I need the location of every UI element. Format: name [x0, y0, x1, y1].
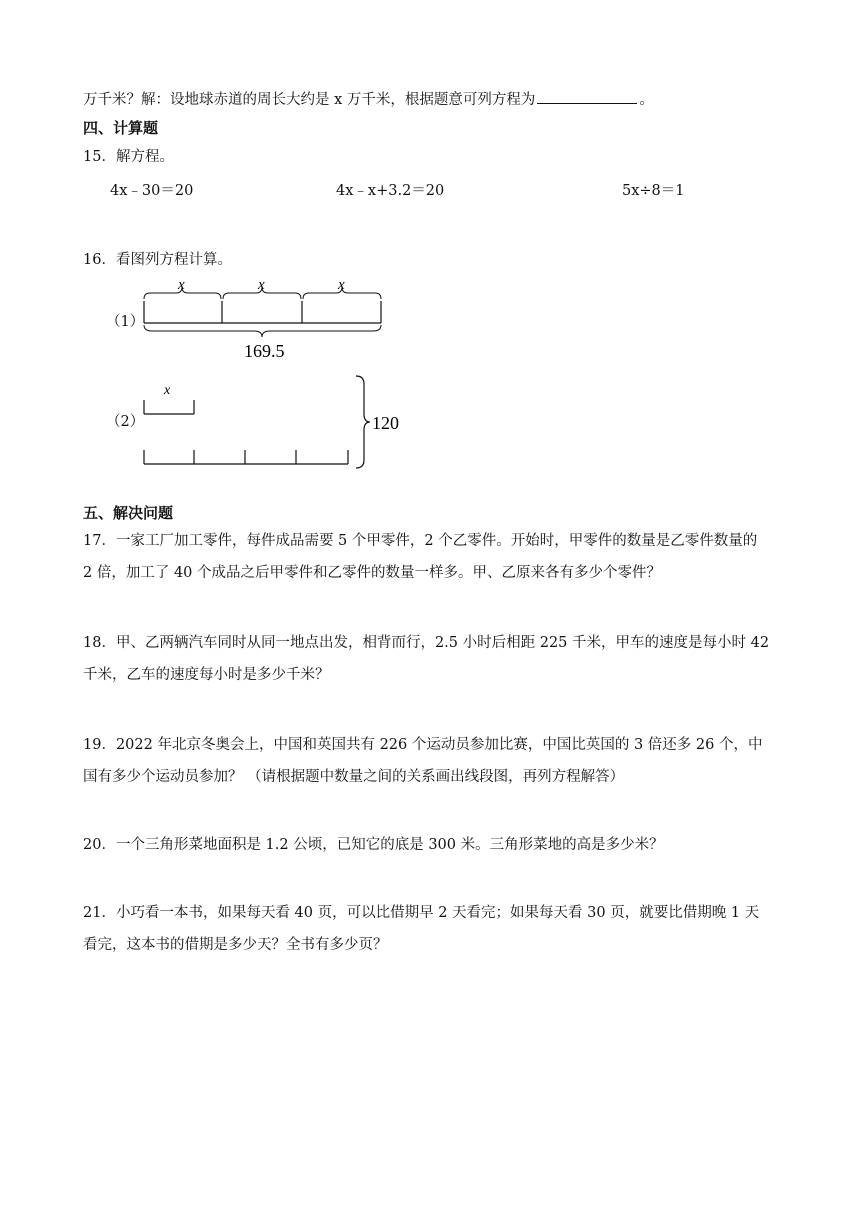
q15-equation-2: 4x﹣x+3.2＝20 [336, 183, 445, 199]
q16-text: 16．看图列方程计算。 [83, 252, 232, 268]
intro-line [83, 89, 654, 110]
answer-blank[interactable] [537, 89, 637, 104]
section-5-heading: 五、解决问题 [83, 504, 174, 522]
q18-line-2: 千米，乙车的速度每小时是多少千米？ [83, 667, 330, 683]
q21-line-2: 看完，这本书的借期是多少天？全书有多少页？ [83, 937, 388, 953]
intro-end: 。 [639, 92, 654, 108]
section-4-heading: 四、计算题 [83, 119, 159, 137]
fig1-x-label-2: x [258, 277, 265, 293]
intro-text: 万千米？解：设地球赤道的周长大约是 x 万千米，根据题意可列方程为 [83, 92, 536, 108]
q21-line-1: 21．小巧看一本书，如果每天看 40 页，可以比借期早 2 天看完；如果每天看 30 页，就要比借期晚 1 天 [83, 905, 760, 921]
fig1-total-label: 169.5 [244, 341, 285, 361]
q19-line-1: 19．2022 年北京冬奥会上，中国和英国共有 226 个运动员参加比赛，中国比英国的 3 倍还多 26 个，中 [83, 737, 763, 753]
q15-text: 15．解方程。 [83, 149, 174, 165]
fig2-right-brace [356, 376, 370, 468]
q18-line-1: 18．甲、乙两辆汽车同时从同一地点出发，相背而行，2.5 小时后相距 225 千米，甲车的速度是每小时 42 [83, 635, 770, 651]
q17-line-1: 17．一家工厂加工零件，每件成品需要 5 个甲零件，2 个乙零件。开始时，甲零件的数量是乙零件数量的 [83, 533, 758, 549]
fig1-x-label-3: x [338, 277, 345, 293]
q19-line-2: 国有多少个运动员参加？ （请根据题中数量之间的关系画出线段图，再列方程解答） [83, 769, 625, 785]
q20-line-1: 20．一个三角形菜地面积是 1.2 公顷，已知它的底是 300 米。三角形菜地的高是多少米？ [83, 837, 664, 853]
q17-line-2: 2 倍，加工了 40 个成品之后甲零件和乙零件的数量一样多。甲、乙原来各有多少个零件？ [83, 565, 661, 581]
fig2-total-label: 120 [372, 413, 399, 433]
fig2-diagram [138, 372, 408, 472]
fig2-x-label: x [164, 383, 171, 398]
fig2-label: （2） [106, 414, 145, 430]
fig1-bottom-brace [144, 325, 381, 337]
fig1-diagram [138, 275, 388, 365]
fig1-label: （1） [106, 314, 145, 330]
fig1-x-label-1: x [178, 277, 185, 293]
q15-equation-3: 5x÷8＝1 [622, 183, 685, 199]
q15-equation-1: 4x﹣30＝20 [110, 183, 194, 199]
